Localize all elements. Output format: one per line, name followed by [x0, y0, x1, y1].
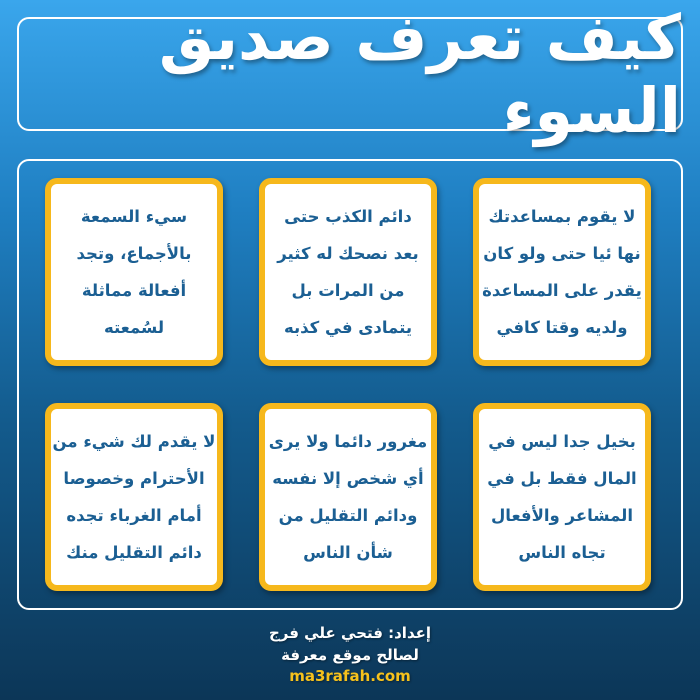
card-text	[487, 423, 636, 571]
card-4	[473, 403, 651, 591]
card-3	[45, 178, 223, 366]
title-box	[17, 1, 683, 147]
card-text	[53, 423, 216, 571]
site-credit: لصالح موقع معرفة	[281, 646, 419, 664]
card-line: من المرات بل	[291, 281, 405, 300]
card-line: بخيل جدا ليس في	[488, 432, 636, 451]
card-line: سيء السمعة	[80, 207, 188, 226]
card-line: نها ئيا حتى ولو كان	[483, 244, 641, 263]
card-line: لسُمعته	[103, 318, 165, 337]
card-line: ولديه وقتا كافي	[496, 318, 628, 337]
card-text	[277, 198, 419, 346]
card-text	[77, 198, 192, 346]
card-line: أفعالة مماثلة	[81, 281, 187, 300]
card-1	[473, 178, 651, 366]
card-5	[259, 403, 437, 591]
card-line: بعد نصحك له كثير	[277, 244, 419, 263]
card-line: لا يقدم لك شيء من	[52, 432, 216, 451]
card-line: الأحترام وخصوصا	[63, 469, 205, 488]
card-text	[482, 198, 642, 346]
card-line: أي شخص إلا نفسه	[272, 469, 424, 488]
card-line: يقدر على المساعدة	[482, 281, 642, 300]
card-line: دائم التقليل منك	[66, 543, 202, 562]
card-line: المشاعر والأفعال	[490, 506, 633, 525]
card-line: المال فقط بل في	[487, 469, 637, 488]
card-line: تجاه الناس	[518, 543, 606, 562]
card-line: مغرور دائما ولا يرى	[268, 432, 428, 451]
card-line: دائم الكذب حتى	[284, 207, 412, 226]
site-url[interactable]: ma3rafah.com	[289, 667, 411, 685]
footer	[200, 622, 500, 686]
card-text	[269, 423, 427, 571]
page-title: كيف تعرف صديق السوء	[158, 1, 681, 147]
card-line: بالأجماع، وتجد	[76, 244, 192, 263]
card-6	[45, 403, 223, 591]
card-2	[259, 178, 437, 366]
card-line: أمام الغرباء تجده	[66, 506, 202, 525]
card-line: لا يقوم بمساعدتك	[488, 207, 636, 226]
author-credit: إعداد: فتحي علي فرج	[269, 624, 431, 642]
card-line: يتمادى في كذبه	[283, 318, 413, 337]
card-line: شأن الناس	[303, 543, 393, 562]
card-line: ودائم التقليل من	[278, 506, 418, 525]
